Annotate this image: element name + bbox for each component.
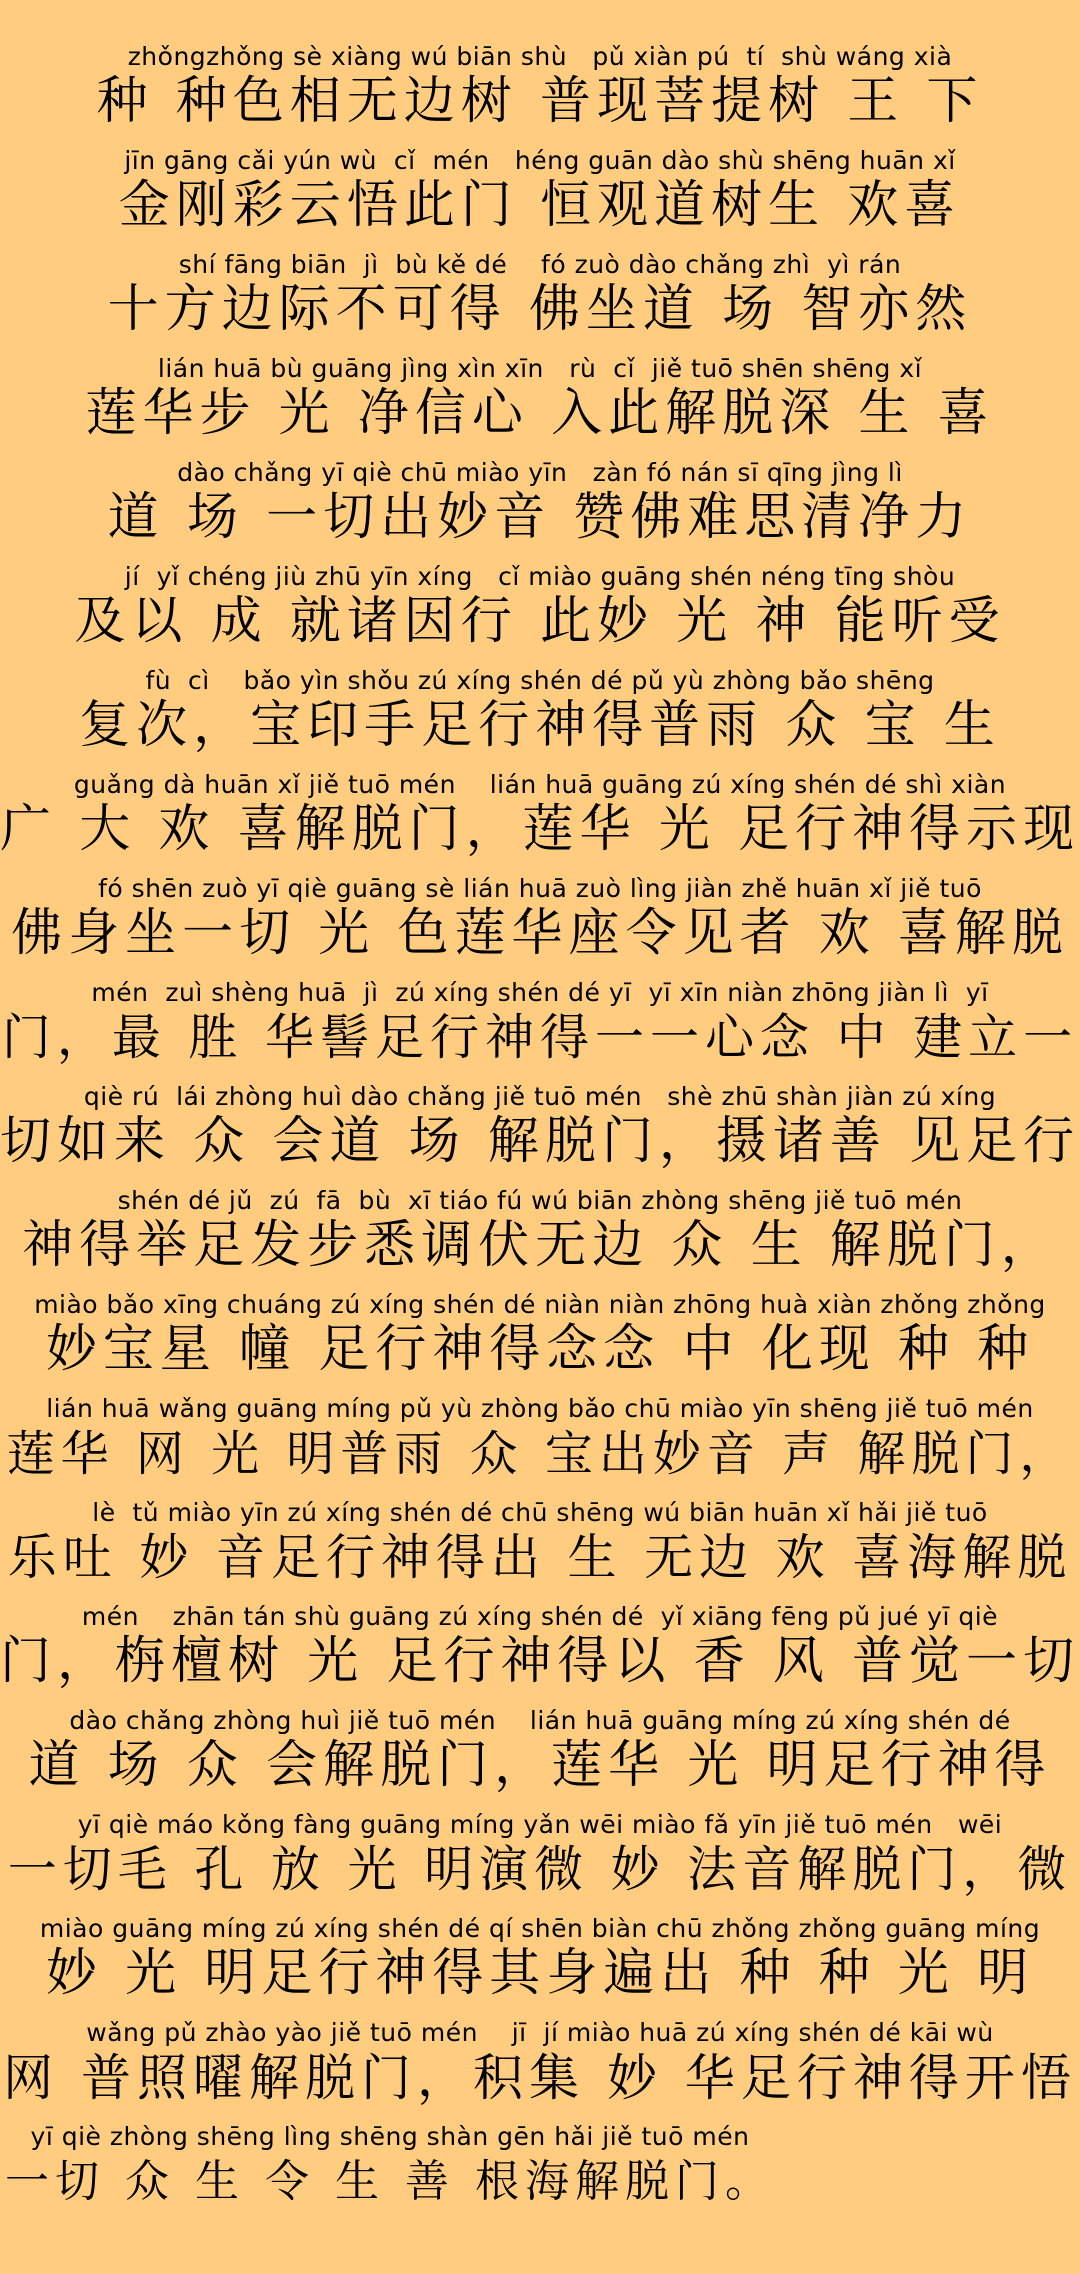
pinyin-line: shén dé jǔ zú fā bù xī tiáo fú wú biān zhòng shēng jiě tuō mén — [117, 1186, 963, 1215]
hanzi-line: 金刚彩云悟此门 恒观道树生 欢喜 — [118, 176, 962, 235]
hanzi-line: 莲华步 光 净信心 入此解脱深 生 喜 — [85, 384, 995, 443]
hanzi-line: 门，最 胜 华髻足行神得一一心念 中 建立一 — [1, 1009, 1079, 1066]
pinyin-line: lè tǔ miào yīn zú xíng shén dé chū shēng wú biān huān xǐ hǎi jiě tuō — [92, 1498, 988, 1527]
hanzi-line: 一切 众 生 令 生 善 根海解脱门。 — [5, 2156, 775, 2207]
pinyin-line: zhǒngzhǒng sè xiàng wú biān shù pǔ xiàn pú tí shù wáng xià — [127, 42, 953, 71]
pinyin-line: dào chǎng yī qiè chū miào yīn zàn fó nán sī qīng jìng lì — [177, 458, 903, 487]
pinyin-line: mén zhān tán shù guāng zú xíng shén dé yǐ xiāng fēng pǔ jué yī qiè — [81, 1602, 999, 1631]
hanzi-line: 妙 光 明足行神得其身遍出 种 种 光 明 — [45, 1944, 1035, 2003]
pinyin-line: jīn gāng cǎi yún wù cǐ mén héng guān dào shù shēng huān xǐ — [124, 146, 956, 175]
pinyin-line: lián huā wǎng guāng míng pǔ yù zhòng bǎo chū miào yīn shēng jiě tuō mén — [46, 1394, 1034, 1423]
pinyin-line: wǎng pǔ zhào yào jiě tuō mén jī jí miào huā zú xíng shén dé kāi wù — [86, 2018, 994, 2047]
hanzi-line: 及以 成 就诸因行 此妙 光 神 能听受 — [74, 592, 1006, 651]
hanzi-line: 道 场 一切出妙音 赞佛难思清净力 — [107, 488, 973, 547]
pinyin-line: shí fāng biān jì bù kě dé fó zuò dào chǎng zhì yì rán — [178, 250, 902, 279]
hanzi-line: 莲华 网 光 明普雨 众 宝出妙音 声 解脱门， — [6, 1426, 1074, 1482]
hanzi-line: 道 场 众 会解脱门，莲华 光 明足行神得 — [28, 1736, 1052, 1795]
hanzi-line: 十方边际不可得 佛坐道 场 智亦然 — [107, 280, 973, 339]
pinyin-line: yī qiè zhòng shēng lìng shēng shàn gēn hǎi jiě tuō mén — [30, 2122, 750, 2151]
hanzi-line: 乐吐 妙 音足行神得出 生 无边 欢 喜海解脱 — [7, 1529, 1073, 1586]
pinyin-line: guǎng dà huān xǐ jiě tuō mén lián huā guāng zú xíng shén dé shì xiàn — [73, 770, 1007, 799]
pinyin-line: miào guāng míng zú xíng shén dé qí shēn biàn chū zhǒng zhǒng guāng míng — [39, 1914, 1041, 1943]
pinyin-line: fù cì bǎo yìn shǒu zú xíng shén dé pǔ yù zhòng bǎo shēng — [145, 666, 935, 695]
hanzi-line: 佛身坐一切 光 色莲华座令见者 欢 喜解脱 — [11, 904, 1069, 963]
pinyin-line: fó shēn zuò yī qiè guāng sè lián huā zuò lìng jiàn zhě huān xǐ jiě tuō — [98, 874, 982, 903]
hanzi-line: 种 种色相无边树 普现菩提树 王 下 — [96, 72, 984, 131]
hanzi-line: 神得举足发步悉调伏无边 众 生 解脱门， — [22, 1216, 1058, 1275]
pinyin-line: dào chǎng zhòng huì jiě tuō mén lián huā guāng míng zú xíng shén dé — [69, 1706, 1011, 1735]
pinyin-line: mén zuì shèng huā jì zú xíng shén dé yī yī xīn niàn zhōng jiàn lì yī — [91, 978, 989, 1007]
hanzi-line: 切如来 众 会道 场 解脱门，摄诸善 见足行 — [0, 1112, 1080, 1171]
hanzi-line: 复次，宝印手足行神得普雨 众 宝 生 — [79, 696, 1001, 755]
hanzi-line: 网 普照曜解脱门，积集 妙 华足行神得开悟 — [3, 2049, 1077, 2107]
pinyin-line: qiè rú lái zhòng huì dào chǎng jiě tuō mén shè zhū shàn jiàn zú xíng — [83, 1082, 997, 1111]
hanzi-line: 一切毛 孔 放 光 明演微 妙 法音解脱门，微 — [7, 1841, 1073, 1898]
pinyin-line: jí yǐ chéng jiù zhū yīn xíng cǐ miào guāng shén néng tīng shòu — [124, 562, 956, 591]
hanzi-line: 广 大 欢 喜解脱门，莲华 光 足行神得示现 — [0, 800, 1080, 859]
pinyin-line: lián huā bù guāng jìng xìn xīn rù cǐ jiě tuō shēn shēng xǐ — [157, 354, 923, 383]
pinyin-line: yī qiè máo kǒng fàng guāng míng yǎn wēi miào fǎ yīn jiě tuō mén wēi — [77, 1810, 1003, 1839]
pinyin-line: miào bǎo xīng chuáng zú xíng shén dé niàn niàn zhōng huà xiàn zhǒng zhǒng — [34, 1290, 1046, 1319]
hanzi-line: 妙宝星 幢 足行神得念念 中 化现 种 种 — [45, 1320, 1035, 1379]
hanzi-line: 门，栴檀树 光 足行神得以 香 风 普觉一切 — [0, 1632, 1080, 1691]
